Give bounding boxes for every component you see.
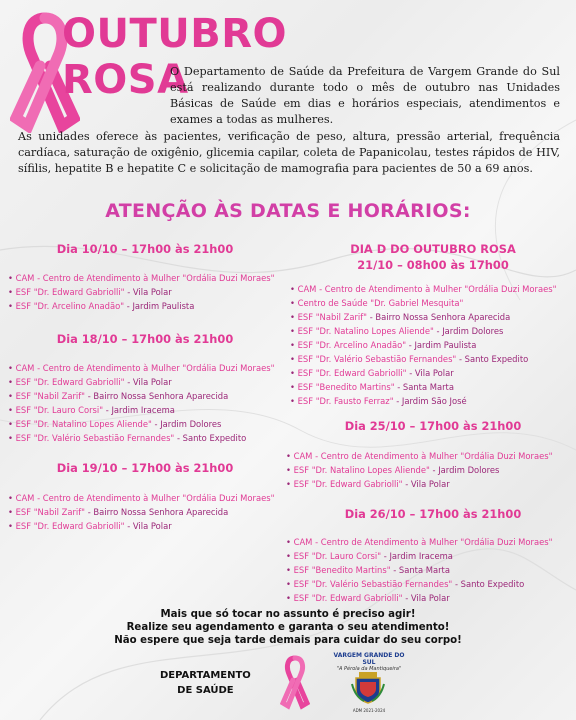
day-d-heading <box>290 241 576 273</box>
day-26-units <box>286 535 552 605</box>
list-item: • CAM - Centro de Atendimento à Mulher "Ordália Duzi Moraes" <box>8 273 275 283</box>
list-item: • ESF "Benedito Martins" - Santa Marta <box>290 382 454 392</box>
unit-name: ESF "Dr. Valério Sebastião Fernandes" <box>293 579 453 589</box>
unit-name: ESF "Dr. Natalino Lopes Aliende" <box>15 419 152 429</box>
list-item: • ESF "Dr. Fausto Ferraz" - Jardim São José <box>290 396 467 406</box>
list-item: • CAM - Centro de Atendimento à Mulher "Ordália Duzi Moraes" <box>8 363 275 373</box>
attention-heading: ATENÇÃO ÀS DATAS E HORÁRIOS: <box>105 200 471 222</box>
list-item: • ESF "Dr. Natalino Lopes Aliende" - Jardim Dolores <box>8 419 222 429</box>
unit-name: ESF "Nabil Zarif" <box>297 312 368 322</box>
unit-name: ESF "Dr. Arcelino Anadão" <box>15 301 125 311</box>
unit-place: - Santo Expedito <box>456 354 529 364</box>
list-item: • ESF "Dr. Valério Sebastião Fernandes" - Santo Expedito <box>8 433 247 443</box>
title-line-1: OUTUBRO <box>62 11 288 57</box>
intro-paragraph-2: As unidades oferece às pacientes, verificação de peso, altura, pressão arterial, frequência cardíaca, saturação de oxigênio, glicemia capilar, coleta de Papanicolau, testes rápidos de HIV, sífilis, hepatite B e hepatite C e solicitação de mamografia para pacientes de 50 a 69 anos. <box>18 130 560 175</box>
day-26-heading: Dia 26/10 – 17h00 às 21h00 <box>344 507 522 521</box>
day-d-time: 21/10 – 08h00 às 17h00 <box>357 258 509 272</box>
unit-place: - Bairro Nossa Senhora Aparecida <box>85 507 229 517</box>
city-slogan: "A Pérola da Mantiqueira" <box>336 666 402 672</box>
unit-place: - Vila Polar <box>406 368 454 378</box>
list-item: • ESF "Benedito Martins" - Santa Marta <box>286 565 450 575</box>
list-item: • ESF "Nabil Zarif" - Bairro Nossa Senhora Aparecida <box>290 312 511 322</box>
day-d-title: DIA D DO OUTUBRO ROSA <box>350 242 516 256</box>
unit-name: CAM - Centro de Atendimento à Mulher "Ordália Duzi Moraes" <box>297 284 557 294</box>
unit-place: - Jardim Paulista <box>406 340 477 350</box>
cta-line-3: Não espere que seja tarde demais para cuidar do seu corpo! <box>114 635 462 646</box>
list-item: • ESF "Nabil Zarif" - Bairro Nossa Senhora Aparecida <box>8 391 229 401</box>
list-item: • ESF "Dr. Edward Gabriolli" - Vila Polar <box>8 521 172 531</box>
unit-name: ESF "Dr. Natalino Lopes Aliende" <box>293 465 430 475</box>
unit-place: - Santo Expedito <box>174 433 247 443</box>
unit-name: CAM - Centro de Atendimento à Mulher "Ordália Duzi Moraes" <box>15 363 275 373</box>
unit-place: - Santa Marta <box>394 382 454 392</box>
unit-name: ESF "Dr. Lauro Corsi" <box>15 405 104 415</box>
list-item: • ESF "Dr. Lauro Corsi" - Jardim Iracema <box>8 405 175 415</box>
day-19-heading: Dia 19/10 – 17h00 às 21h00 <box>56 461 234 475</box>
cta-line-2: Realize seu agendamento e garanta o seu atendimento! <box>126 622 450 633</box>
list-item: • CAM - Centro de Atendimento à Mulher "Ordália Duzi Moraes" <box>8 493 275 503</box>
unit-name: ESF "Dr. Natalino Lopes Aliende" <box>297 326 434 336</box>
day-10-units <box>8 271 274 313</box>
unit-name: ESF "Dr. Edward Gabriolli" <box>15 377 125 387</box>
unit-place: - Bairro Nossa Senhora Aparecida <box>85 391 229 401</box>
city-crest-icon <box>350 670 386 704</box>
list-item: • ESF "Dr. Edward Gabriolli" - Vila Polar <box>8 377 172 387</box>
unit-name: ESF "Dr. Edward Gabriolli" <box>293 479 403 489</box>
day-25-heading: Dia 25/10 – 17h00 às 21h00 <box>344 419 522 433</box>
list-item: • ESF "Dr. Arcelino Anadão" - Jardim Paulista <box>8 301 195 311</box>
department-label <box>160 668 251 698</box>
unit-place: - Vila Polar <box>124 377 172 387</box>
list-item: • ESF "Dr. Edward Gabriolli" - Vila Polar <box>8 287 172 297</box>
day-18-heading: Dia 18/10 – 17h00 às 21h00 <box>56 332 234 346</box>
title-line-2: ROSA <box>62 57 189 103</box>
unit-name: ESF "Dr. Edward Gabriolli" <box>293 593 403 603</box>
list-item: • ESF "Dr. Lauro Corsi" - Jardim Iracema <box>286 551 453 561</box>
unit-name: ESF "Nabil Zarif" <box>15 391 86 401</box>
unit-place: - Vila Polar <box>124 287 172 297</box>
list-item: • ESF "Dr. Arcelino Anadão" - Jardim Paulista <box>290 340 477 350</box>
unit-name: CAM - Centro de Atendimento à Mulher "Ordália Duzi Moraes" <box>15 493 275 503</box>
day-d-units <box>290 282 556 408</box>
unit-name: ESF "Benedito Martins" <box>293 565 391 575</box>
department-line-2: DE SAÚDE <box>177 685 234 696</box>
pink-ribbon-icon <box>280 654 310 710</box>
list-item: • ESF "Nabil Zarif" - Bairro Nossa Senhora Aparecida <box>8 507 229 517</box>
unit-name: ESF "Dr. Arcelino Anadão" <box>297 340 407 350</box>
list-item: • ESF "Dr. Edward Gabriolli" - Vila Polar <box>286 479 450 489</box>
unit-place: - Vila Polar <box>124 521 172 531</box>
unit-place: - Jardim Dolores <box>429 465 500 475</box>
list-item: • CAM - Centro de Atendimento à Mulher "Ordália Duzi Moraes" <box>290 284 557 294</box>
list-item: • CAM - Centro de Atendimento à Mulher "Ordália Duzi Moraes" <box>286 451 553 461</box>
day-18-units <box>8 361 274 445</box>
unit-name: ESF "Dr. Edward Gabriolli" <box>15 521 125 531</box>
unit-name: ESF "Dr. Fausto Ferraz" <box>297 396 394 406</box>
day-10-heading: Dia 10/10 – 17h00 às 21h00 <box>56 242 234 256</box>
department-line-1: DEPARTAMENTO <box>160 670 251 681</box>
list-item: • Centro de Saúde "Dr. Gabriel Mesquita" <box>290 298 464 308</box>
unit-place: - Santo Expedito <box>452 579 525 589</box>
unit-name: ESF "Dr. Valério Sebastião Fernandes" <box>297 354 457 364</box>
unit-place: - Jardim Iracema <box>103 405 175 415</box>
list-item: • ESF "Dr. Edward Gabriolli" - Vila Polar <box>286 593 450 603</box>
unit-name: ESF "Dr. Edward Gabriolli" <box>15 287 125 297</box>
unit-place: - Jardim São José <box>393 396 467 406</box>
day-25-units <box>286 449 552 491</box>
list-item: • ESF "Dr. Valério Sebastião Fernandes" - Santo Expedito <box>290 354 529 364</box>
unit-name: CAM - Centro de Atendimento à Mulher "Ordália Duzi Moraes" <box>293 451 553 461</box>
unit-place: - Vila Polar <box>402 479 450 489</box>
unit-name: ESF "Nabil Zarif" <box>15 507 86 517</box>
unit-name: ESF "Dr. Edward Gabriolli" <box>297 368 407 378</box>
unit-place: - Santa Marta <box>390 565 450 575</box>
unit-name: ESF "Dr. Lauro Corsi" <box>293 551 382 561</box>
unit-place: - Jardim Paulista <box>124 301 195 311</box>
list-item: • ESF "Dr. Edward Gabriolli" - Vila Polar <box>290 368 454 378</box>
unit-name: CAM - Centro de Atendimento à Mulher "Ordália Duzi Moraes" <box>293 537 553 547</box>
day-19-units <box>8 491 274 533</box>
unit-name: Centro de Saúde "Dr. Gabriel Mesquita" <box>297 298 464 308</box>
unit-name: CAM - Centro de Atendimento à Mulher "Ordália Duzi Moraes" <box>15 273 275 283</box>
city-admin: ADM 2021-2024 <box>352 708 386 713</box>
intro-paragraph-1: O Departamento de Saúde da Prefeitura de Vargem Grande do Sul está realizando durante todo o mês de outubro nas Unidades Básicas de Saúde em dias e horários especiais, atendimentos e exames a todas as mulheres. <box>170 65 560 126</box>
list-item: • ESF "Dr. Natalino Lopes Aliende" - Jardim Dolores <box>290 326 504 336</box>
call-to-action <box>0 608 576 647</box>
unit-place: - Vila Polar <box>402 593 450 603</box>
list-item: • ESF "Dr. Valério Sebastião Fernandes" - Santo Expedito <box>286 579 525 589</box>
unit-place: - Bairro Nossa Senhora Aparecida <box>367 312 511 322</box>
list-item: • CAM - Centro de Atendimento à Mulher "Ordália Duzi Moraes" <box>286 537 553 547</box>
unit-place: - Jardim Iracema <box>381 551 453 561</box>
cta-line-1: Mais que só tocar no assunto é preciso agir! <box>160 609 416 620</box>
unit-place: - Jardim Dolores <box>433 326 504 336</box>
unit-name: ESF "Benedito Martins" <box>297 382 395 392</box>
unit-place: - Jardim Dolores <box>151 419 222 429</box>
list-item: • ESF "Dr. Natalino Lopes Aliende" - Jardim Dolores <box>286 465 500 475</box>
city-name: VARGEM GRANDE DO SUL <box>333 652 405 666</box>
unit-name: ESF "Dr. Valério Sebastião Fernandes" <box>15 433 175 443</box>
